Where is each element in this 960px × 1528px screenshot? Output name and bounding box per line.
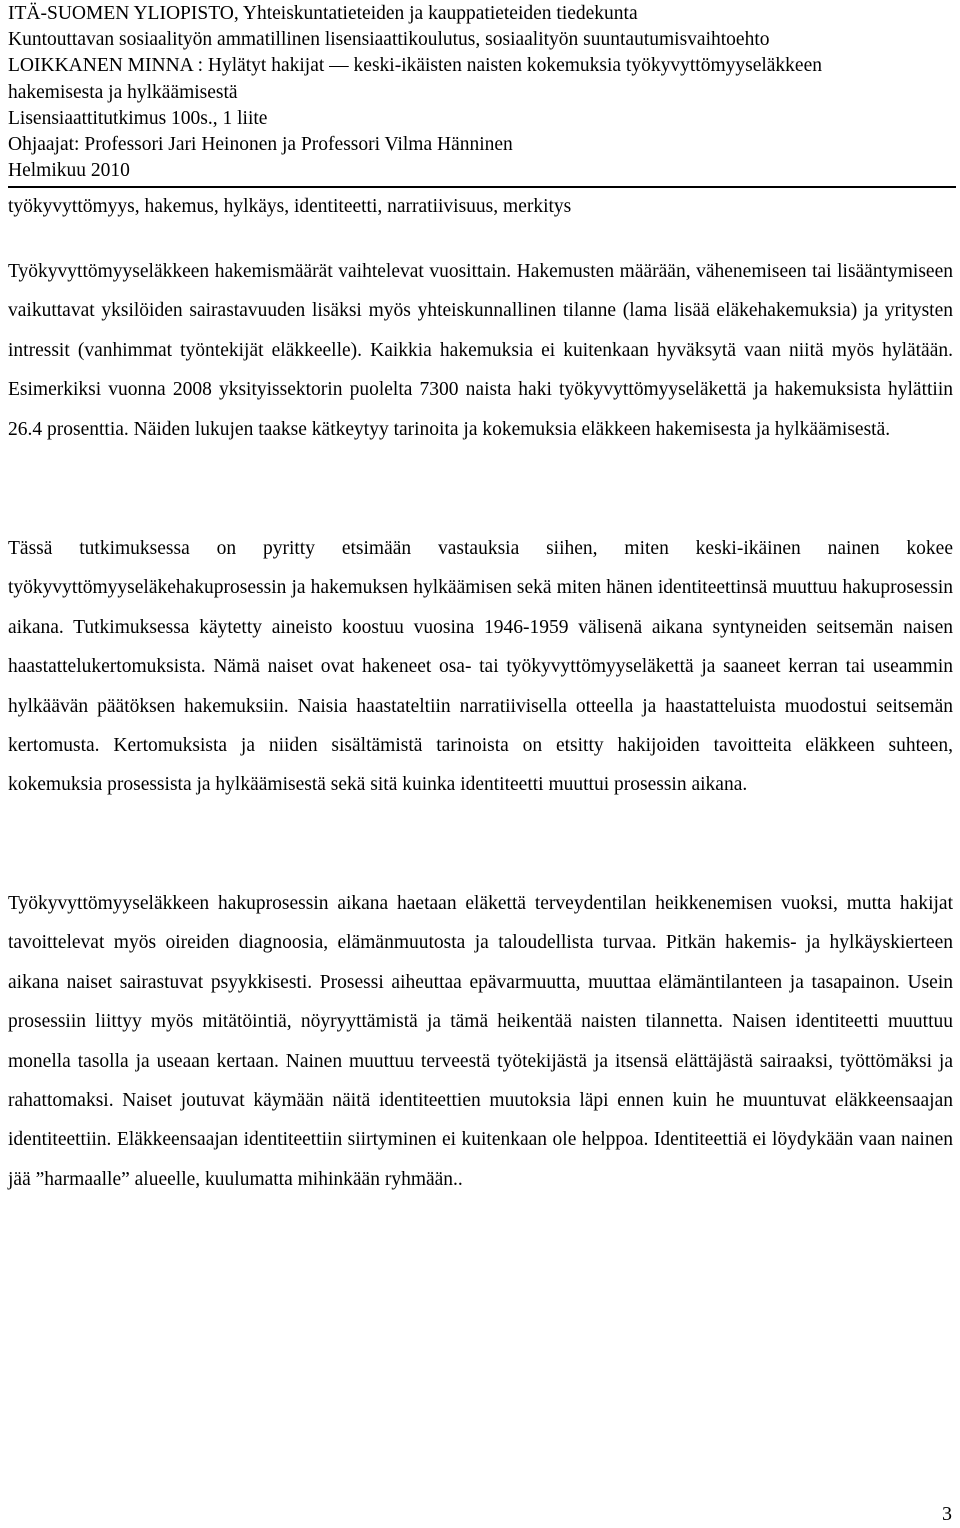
thesis-header <box>8 1 956 184</box>
header-line-thesis-type: Lisensiaattitutkimus 100s., 1 liite <box>8 107 268 129</box>
header-line-program: Kuntouttavan sosiaalityön ammatillinen lisensiaattikoulutus, sosiaalityön suuntautumisvaihtoehto <box>8 29 770 51</box>
header-line-author-title: LOIKKANEN MINNA : Hylätyt hakijat ― keski-ikäisten naisten kokemuksia työkyvyttömyyseläkkeen <box>8 55 822 77</box>
header-line-supervisors: Ohjaajat: Professori Jari Heinonen ja Professori Vilma Hänninen <box>8 134 513 156</box>
header-divider <box>8 186 956 188</box>
abstract-paragraph-3: Työkyvyttömyyseläkkeen hakuprosessin aikana haetaan eläkettä terveydentilan heikkenemisen vuoksi, mutta hakijat tavoittelevat myös oireiden diagnoosia, elämänmuutosta ja taloudellista turvaa. Pitkän hakemis- ja hylkäyskierteen aikana naiset sairastuvat psyykkisesti. Prosessi aiheuttaa epävarmuutta, muuttaa elämäntilanteen ja tasapainon. Usein prosessiin liittyy myös mitätöintiä, nöyryyttämistä ja tämä heikentää naisten tilannetta. Naisen identiteetti muuttuu monella tasolla ja useaan kertaan. Nainen muuttuu terveestä työtekijästä ja itsensä elättäjästä sairaaksi, työttömäksi ja rahattomaksi. Naiset joutuvat käymään näitä identiteettien muutoksia läpi ennen kuin he muuntuvat eläkkeensaajan identiteettiin. Eläkkeensaajan identiteettiin siirtyminen ei kuitenkaan ole helppoa. Identiteettiä ei löydykään vaan nainen jää ”harmaalle” alueelle, kuulumatta mihinkään ryhmään.. <box>8 893 953 1190</box>
header-line-title-continued: hakemisesta ja hylkäämisestä <box>8 81 238 103</box>
header-line-university: ITÄ-SUOMEN YLIOPISTO, Yhteiskuntatieteiden ja kauppatieteiden tiedekunta <box>8 3 638 24</box>
abstract-paragraph-2: Tässä tutkimuksessa on pyritty etsimään vastauksia siihen, miten keski-ikäinen nainen kokee työkyvyttömyyseläkehakuprosessin ja hakemuksen hylkäämisen sekä miten hänen identiteettinsä muuttuu hakuprosessin aikana. Tutkimuksessa käytetty aineisto koostuu vuosina 1946-1959 välisenä aikana syntyneiden seitsemän naisen haastattelukertomuksista. Nämä naiset ovat hakeneet osa- tai työkyvyttömyyseläkettä ja saaneet kerran tai useammin hylkäävän päätöksen hakemuksiin. Naisia haastateltiin narratiivisella otteella ja haastatteluista muodostui seitsemän kertomusta. Kertomuksista ja niiden sisältämistä tarinoista on etsitty hakijoiden tavoitteita eläkkeen suhteen, kokemuksia prosessista ja hylkäämisestä sekä sitä kuinka identiteetti muuttui prosessin aikana. <box>8 538 953 796</box>
abstract-paragraph-1: Työkyvyttömyyseläkkeen hakemismäärät vaihtelevat vuosittain. Hakemusten määrään, vähenemiseen tai lisääntymiseen vaikuttavat yksilöiden sairastavuuden lisäksi myös yhteiskunnallinen tilanne (lama lisää eläkehakemuksia) ja yritysten intressit (vanhimmat työntekijät eläkkeelle). Kaikkia hakemuksia ei kuitenkaan hyväksytä vaan niitä myös hylätään. Esimerkiksi vuonna 2008 yksityissektorin puolelta 7300 naista haki työkyvyttömyyseläkettä ja hakemuksista hylättiin 26.4 prosenttia. Näiden lukujen taakse kätkeytyy tarinoita ja kokemuksia eläkkeen hakemisesta ja hylkäämisestä. <box>8 261 953 440</box>
page-number: 3 <box>942 1503 952 1525</box>
header-line-date: Helmikuu 2010 <box>8 160 130 182</box>
keywords: työkyvyttömyys, hakemus, hylkäys, identiteetti, narratiivisuus, merkitys <box>8 196 572 217</box>
